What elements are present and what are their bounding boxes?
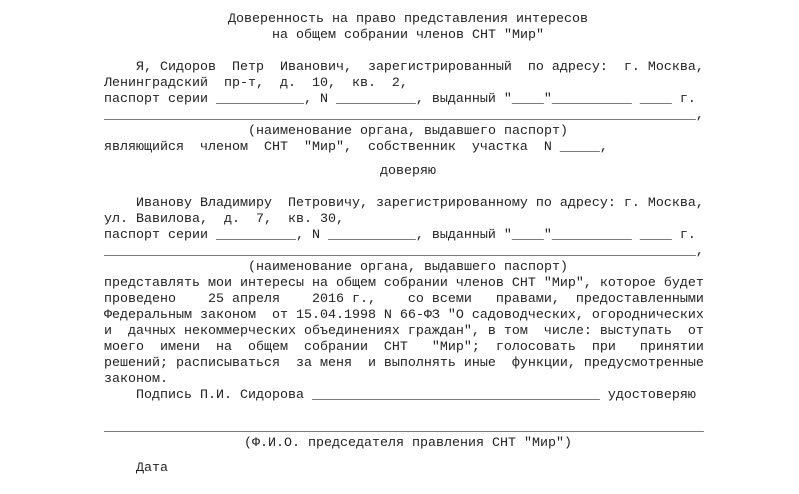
doc-title-line-1: Доверенность на право представления интересов bbox=[228, 12, 588, 27]
attorney-passport-line: паспорт серии __________, N ___________, выданный "____"__________ ____ г. bbox=[104, 228, 696, 243]
blank-line bbox=[104, 180, 712, 196]
powers-line: законом. bbox=[104, 372, 168, 387]
blank-line bbox=[104, 404, 712, 420]
membership-line: являющийся членом СНТ "Мир", собственник участка N _____, bbox=[104, 140, 608, 155]
powers-line: Федеральным законом от 15.04.1998 N 66-ФЗ "О садоводческих, огороднических bbox=[104, 308, 704, 323]
powers-line: и дачных некоммерческих объединениях граждан", в том числе: выступать от bbox=[104, 324, 704, 339]
powers-line: представлять мои интересы на общем собрании членов СНТ "Мир", которое будет bbox=[104, 276, 704, 291]
date-label: Дата bbox=[104, 461, 168, 476]
powers-line: проведено 25 апреля 2016 г., со всеми правами, предоставленными bbox=[104, 292, 704, 307]
principal-passport-issuer-blank-line: __________________________________________________________________________, bbox=[104, 108, 704, 123]
principal-address-line: Ленинградский пр-т, д. 10, кв. 2, bbox=[104, 76, 408, 91]
principal-passport-issuer-caption: (наименование органа, выдавшего паспорт) bbox=[248, 124, 568, 139]
attorney-intro-line: Иванову Владимиру Петровичу, зарегистрированному по адресу: г. Москва, bbox=[104, 196, 704, 211]
powers-line: моего имени на общем собрании СНТ "Мир"; голосовать при принятии bbox=[104, 340, 704, 355]
blank-line bbox=[104, 44, 712, 60]
entrust-keyword: доверяю bbox=[380, 164, 436, 179]
principal-signature-line: Подпись П.И. Сидорова ____________________________________ удостоверяю bbox=[104, 388, 696, 403]
chairman-signature-blank-line: ___________________________________________________________________________ bbox=[104, 420, 704, 435]
doc-title-line-2: на общем собрании членов СНТ "Мир" bbox=[272, 28, 544, 43]
attorney-passport-issuer-blank-line: __________________________________________________________________________, bbox=[104, 244, 704, 259]
principal-passport-line: паспорт серии ___________, N __________, выданный "____"__________ ____ г. bbox=[104, 92, 696, 107]
chairman-caption: (Ф.И.О. председателя правления СНТ "Мир") bbox=[244, 436, 572, 451]
powers-line: решений; расписываться за меня и выполнять иные функции, предусмотренные bbox=[104, 356, 704, 371]
attorney-address-line: ул. Вавилова, д. 7, кв. 30, bbox=[104, 212, 344, 227]
principal-intro-line: Я, Сидоров Петр Иванович, зарегистрированный по адресу: г. Москва, bbox=[104, 60, 704, 75]
attorney-passport-issuer-caption: (наименование органа, выдавшего паспорт) bbox=[248, 260, 568, 275]
